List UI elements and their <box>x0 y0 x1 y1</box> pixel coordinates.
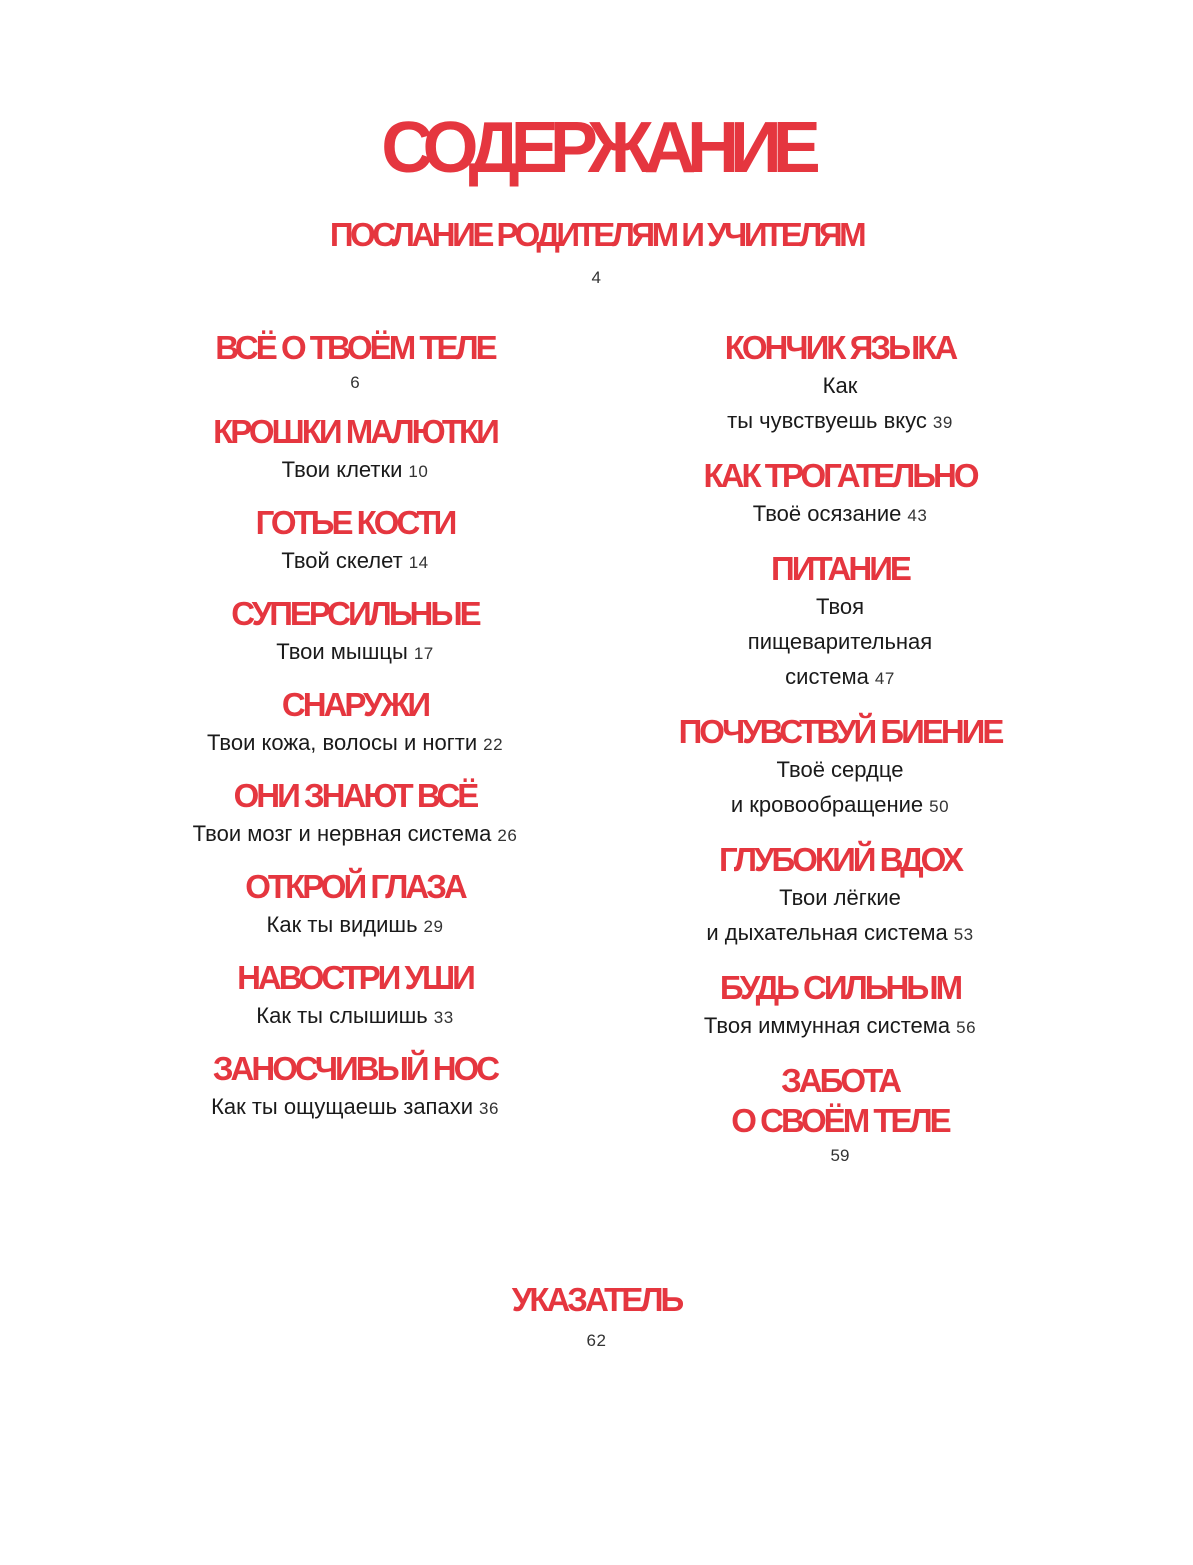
page-number: 4 <box>591 268 602 287</box>
entry-subtitle-line: пищеварительная <box>747 629 933 654</box>
entry-heading: КАК ТРОГАТЕЛЬНО <box>703 457 977 494</box>
entry-subtitle-line: Твоя <box>815 594 865 619</box>
entry-heading: ПОСЛАНИЕ РОДИТЕЛЯМ И УЧИТЕЛЯМ <box>329 216 864 253</box>
toc-entry[interactable] <box>125 867 585 944</box>
entry-heading: ОТКРОЙ ГЛАЗА <box>245 868 465 905</box>
right-column <box>630 328 1050 1187</box>
toc-entry[interactable] <box>125 685 585 762</box>
toc-entry[interactable] <box>630 549 1050 696</box>
toc-entry[interactable] <box>125 776 585 853</box>
entry-heading: О СВОЁМ ТЕЛЕ <box>731 1102 949 1139</box>
page-number: 56 <box>956 1018 977 1037</box>
page-number: 29 <box>423 917 444 936</box>
page-number: 6 <box>350 373 360 392</box>
entry-heading: ГЛУБОКИЙ ВДОХ <box>718 841 962 878</box>
entry-heading: ОНИ ЗНАЮТ ВСЁ <box>233 777 477 814</box>
entry-subtitle: Твоя иммунная система <box>703 1013 951 1038</box>
page-number: 53 <box>953 925 974 944</box>
entry-subtitle: Твой скелет <box>281 548 403 573</box>
page-number: 33 <box>433 1008 454 1027</box>
entry-subtitle: Как ты видишь <box>266 912 418 937</box>
entry-subtitle: система <box>785 664 869 689</box>
entry-subtitle: Твоё осязание <box>752 501 902 526</box>
page-number: 50 <box>929 797 950 816</box>
page-number: 39 <box>932 413 953 432</box>
entry-heading: ЗАНОСЧИВЫЙ НОС <box>212 1050 498 1087</box>
entry-subtitle: и кровообращение <box>730 792 924 817</box>
left-column <box>125 328 585 1140</box>
entry-subtitle: Твои кожа, волосы и ногти <box>206 730 478 755</box>
toc-entry[interactable] <box>630 840 1050 952</box>
toc-entry[interactable] <box>630 456 1050 533</box>
intro-entry[interactable] <box>0 215 1193 289</box>
entry-subtitle: Как ты ощущаешь запахи <box>211 1094 473 1119</box>
toc-entry[interactable] <box>630 328 1050 440</box>
entry-subtitle-line: Твои лёгкие <box>779 885 901 910</box>
toc-entry[interactable] <box>630 712 1050 824</box>
toc-entry[interactable] <box>125 1049 585 1126</box>
page-number: 10 <box>408 462 429 481</box>
entry-subtitle: Твои мышцы <box>276 639 408 664</box>
page-number: 22 <box>483 735 504 754</box>
page-title: СОДЕРЖАНИЕ <box>381 108 812 188</box>
entry-heading: КОНЧИК ЯЗЫКА <box>724 329 956 366</box>
entry-heading: СУПЕРСИЛЬНЫЕ <box>231 595 479 632</box>
entry-heading: СНАРУЖИ <box>281 686 429 723</box>
page-number: 62 <box>586 1331 607 1350</box>
entry-heading: ПОЧУВСТВУЙ БИЕНИЕ <box>678 713 1002 750</box>
toc-entry[interactable] <box>125 412 585 489</box>
page-number: 47 <box>874 669 895 688</box>
page-number: 17 <box>413 644 434 663</box>
toc-entry[interactable] <box>125 594 585 671</box>
entry-subtitle: Как ты слышишь <box>256 1003 428 1028</box>
page-number: 26 <box>497 826 518 845</box>
toc-entry[interactable] <box>630 968 1050 1045</box>
entry-subtitle: и дыхательная система <box>706 920 948 945</box>
toc-entry[interactable] <box>630 1061 1050 1171</box>
page-number: 59 <box>830 1146 850 1165</box>
entry-heading: ПИТАНИЕ <box>771 550 909 587</box>
entry-subtitle: Твои клетки <box>281 457 403 482</box>
entry-subtitle-line: Как <box>822 373 858 398</box>
entry-subtitle: Твои мозг и нервная система <box>192 821 492 846</box>
entry-subtitle-line: Твоё сердце <box>776 757 904 782</box>
entry-subtitle: ты чувствуешь вкус <box>727 408 927 433</box>
toc-entry[interactable] <box>125 958 585 1035</box>
page-number: 43 <box>907 506 928 525</box>
page-number: 14 <box>408 553 429 572</box>
entry-heading: БУДЬ СИЛЬНЫМ <box>719 969 961 1006</box>
entry-heading-line: ЗАБОТА <box>781 1062 899 1099</box>
page-number: 36 <box>479 1099 499 1118</box>
entry-heading: ГОТЬЕ КОСТИ <box>255 504 455 541</box>
entry-heading: ВСЁ О ТВОЁМ ТЕЛЕ <box>215 329 495 366</box>
entry-heading: УКАЗАТЕЛЬ <box>511 1281 682 1318</box>
entry-heading: КРОШКИ МАЛЮТКИ <box>213 413 497 450</box>
toc-entry[interactable] <box>125 503 585 580</box>
toc-entry[interactable] <box>125 328 585 398</box>
index-entry[interactable] <box>0 1280 1193 1352</box>
entry-heading: НАВОСТРИ УШИ <box>237 959 473 996</box>
